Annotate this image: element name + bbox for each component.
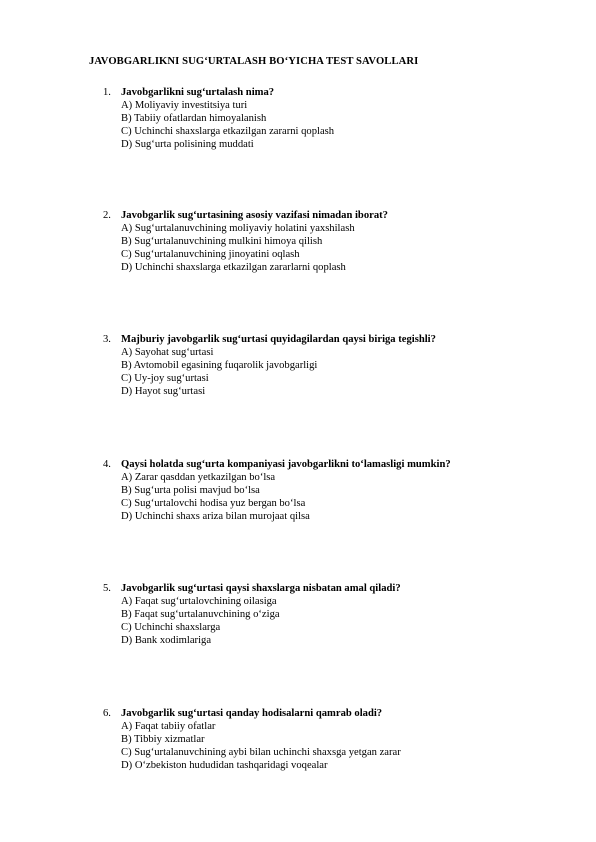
answer-option: D) Uchinchi shaxs ariza bilan murojaat qilsa xyxy=(121,511,310,522)
answer-option: B) Avtomobil egasining fuqarolik javobgarligi xyxy=(121,360,318,371)
question-text: Majburiy javobgarlik sug‘urtasi quyidagilardan qaysi biriga tegishli? xyxy=(121,334,436,345)
answer-options xyxy=(121,595,280,647)
answer-option: C) Sug‘urtalanuvchining aybi bilan uchinchi shaxsga yetgan zarar xyxy=(121,747,401,758)
answer-options xyxy=(121,222,355,274)
answer-option: C) Uchinchi shaxslarga xyxy=(121,622,221,633)
question-text: Qaysi holatda sug‘urta kompaniyasi javobgarlikni to‘lamasligi mumkin? xyxy=(121,459,451,470)
question-number: 3. xyxy=(103,334,111,345)
answer-option: B) Tabiiy ofatlardan himoyalanish xyxy=(121,113,267,124)
answer-option: C) Uy-joy sug‘urtasi xyxy=(121,373,209,384)
question-text: Javobgarlik sug‘urtasining asosiy vazifasi nimadan iborat? xyxy=(121,210,388,221)
answer-option: D) Uchinchi shaxslarga etkazilgan zararlarni qoplash xyxy=(121,262,346,273)
answer-option: A) Moliyaviy investitsiya turi xyxy=(121,100,248,111)
answer-option: A) Sug‘urtalanuvchining moliyaviy holatini yaxshilash xyxy=(121,223,355,234)
answer-option: A) Faqat sug‘urtalovchining oilasiga xyxy=(121,596,277,607)
answer-option: C) Uchinchi shaxslarga etkazilgan zararni qoplash xyxy=(121,126,335,137)
answer-option: D) O‘zbekiston hududidan tashqaridagi voqealar xyxy=(121,760,328,771)
question-number: 2. xyxy=(103,210,111,221)
answer-option: A) Sayohat sug‘urtasi xyxy=(121,347,214,358)
question-number: 5. xyxy=(103,583,111,594)
answer-option: D) Sug‘urta polisining muddati xyxy=(121,139,254,150)
answer-option: B) Faqat sug‘urtalanuvchining o‘ziga xyxy=(121,609,280,620)
question-number: 4. xyxy=(103,459,111,470)
answer-options xyxy=(121,720,401,772)
answer-option: A) Zarar qasddan yetkazilgan bo‘lsa xyxy=(121,472,276,483)
question-text: Javobgarlik sug‘urtasi qanday hodisalarni qamrab oladi? xyxy=(121,708,383,719)
question-number: 6. xyxy=(103,708,111,719)
answer-options xyxy=(121,346,317,398)
document-title: JAVOBGARLIKNI SUG‘URTALASH BO‘YICHA TEST SAVOLLARI xyxy=(89,56,419,67)
answer-option: B) Tibbiy xizmatlar xyxy=(121,734,205,745)
answer-options xyxy=(121,471,310,523)
question-number: 1. xyxy=(103,87,111,98)
answer-option: B) Sug‘urta polisi mavjud bo‘lsa xyxy=(121,485,260,496)
answer-option: D) Bank xodimlariga xyxy=(121,635,212,646)
answer-options xyxy=(121,99,334,151)
question-text: Javobgarlik sug‘urtasi qaysi shaxslarga nisbatan amal qiladi? xyxy=(121,583,401,594)
answer-option: D) Hayot sug‘urtasi xyxy=(121,386,206,397)
answer-option: A) Faqat tabiiy ofatlar xyxy=(121,721,216,732)
answer-option: C) Sug‘urtalovchi hodisa yuz bergan bo‘lsa xyxy=(121,498,306,509)
answer-option: C) Sug‘urtalanuvchining jinoyatini oqlash xyxy=(121,249,300,260)
answer-option: B) Sug‘urtalanuvchining mulkini himoya qilish xyxy=(121,236,323,247)
question-text: Javobgarlikni sug‘urtalash nima? xyxy=(121,87,275,98)
